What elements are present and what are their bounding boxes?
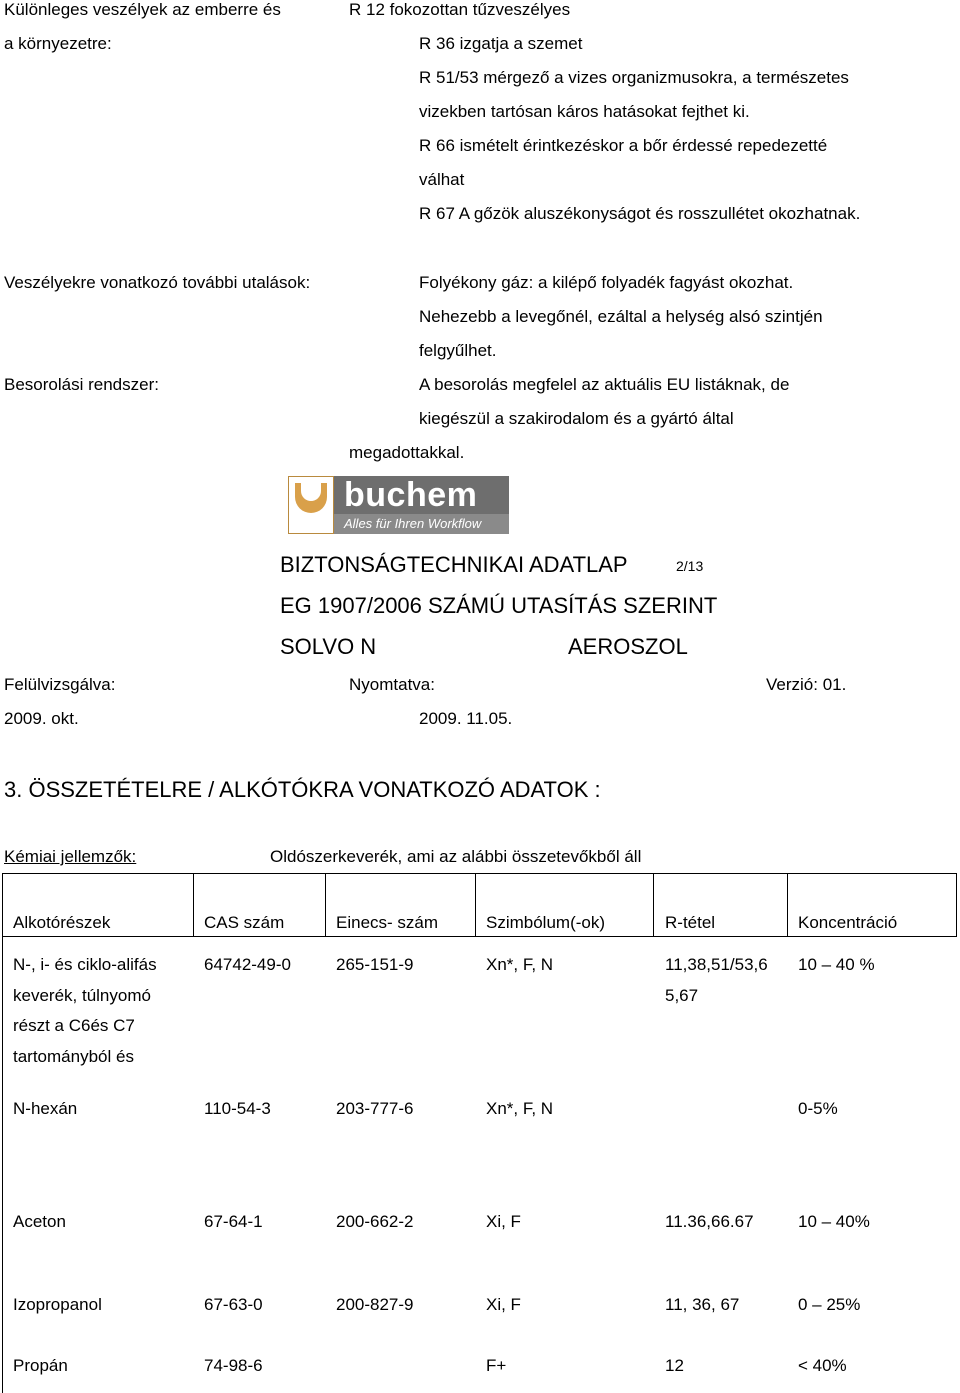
table-cell-conc: 10 – 40 %	[798, 955, 875, 974]
hazards-label-line2: a környezetre:	[4, 34, 112, 53]
table-cell-conc: 0-5%	[798, 1099, 838, 1118]
printed-date: 2009. 11.05.	[419, 709, 513, 728]
hazard-line: R 67 A gőzök aluszékonyságot és rosszullétet okozhatnak.	[419, 204, 861, 223]
table-cell-symbol: Xi, F	[486, 1295, 521, 1314]
table-cell-r: 5,67	[665, 986, 699, 1005]
hazard-line: R 66 ismételt érintkezéskor a bőr érdessé repedezetté	[419, 136, 828, 155]
buchem-logo	[288, 476, 509, 534]
table-cell-r: 11.36,66.67	[665, 1212, 754, 1231]
printed-label: Nyomtatva:	[349, 675, 435, 694]
table-cell-name: N-hexán	[13, 1099, 78, 1118]
hazard-line: R 12 fokozottan tűzveszélyes	[349, 0, 571, 19]
hazards-label-line1: Különleges veszélyek az emberre és	[4, 0, 281, 19]
table-cell-name: Izopropanol	[13, 1295, 102, 1314]
logo-cup-icon	[288, 476, 334, 534]
table-cell-symbol: Xn*, F, N	[486, 955, 554, 974]
table-cell-name: Aceton	[13, 1212, 66, 1231]
table-cell-einecs: 265-151-9	[336, 955, 414, 974]
table-cell-name: tartományból és	[13, 1047, 134, 1066]
column-header: Szimbólum(-ok)	[486, 913, 606, 932]
table-cell-cas: 67-63-0	[204, 1295, 263, 1314]
regulation: EG 1907/2006 SZÁMÚ UTASÍTÁS SZERINT	[280, 593, 718, 618]
document-title: BIZTONSÁGTECHNIKAI ADATLAP	[280, 552, 628, 577]
further-line: Folyékony gáz: a kilépő folyadék fagyást okozhat.	[419, 273, 794, 292]
reviewed-date: 2009. okt.	[4, 709, 79, 728]
column-header: Alkotórészek	[13, 913, 111, 932]
hazard-line: R 51/53 mérgező a vizes organizmusokra, a természetes	[419, 68, 849, 87]
page-number: 2/13	[676, 558, 704, 574]
table-cell-cas: 74-98-6	[204, 1356, 263, 1375]
composition-table	[2, 873, 957, 1393]
table-cell-cas: 64742-49-0	[204, 955, 291, 974]
classification-line: kiegészül a szakirodalom és a gyártó által	[419, 409, 734, 428]
chem-label: Kémiai jellemzők:	[4, 847, 137, 866]
product-type: AEROSZOL	[568, 634, 688, 659]
table-cell-einecs: 200-662-2	[336, 1212, 414, 1231]
table-cell-symbol: Xn*, F, N	[486, 1099, 554, 1118]
column-header: R-tétel	[665, 913, 716, 932]
table-cell-name: Propán	[13, 1356, 68, 1375]
section-title: 3. ÖSSZETÉTELRE / ALKÓTÓKRA VONATKOZÓ ADATOK :	[4, 777, 601, 802]
table-cell-conc: < 40%	[798, 1356, 847, 1375]
table-cell-einecs: 203-777-6	[336, 1099, 414, 1118]
table-cell-cas: 110-54-3	[204, 1099, 271, 1118]
further-line: Nehezebb a levegőnél, ezáltal a helység alsó szintjén	[419, 307, 823, 326]
hazard-line: vizekben tartósan káros hatásokat fejthet ki.	[419, 102, 750, 121]
further-label: Veszélyekre vonatkozó további utalások:	[4, 273, 311, 292]
table-cell-cas: 67-64-1	[204, 1212, 263, 1231]
logo-tagline: Alles für Ihren Workflow	[334, 514, 509, 534]
table-cell-name: N-, i- és ciklo-alifás	[13, 955, 157, 974]
table-cell-conc: 0 – 25%	[798, 1295, 861, 1314]
product-name: SOLVO N	[280, 634, 377, 659]
table-cell-r: 11, 36, 67	[665, 1295, 740, 1314]
table-cell-symbol: Xi, F	[486, 1212, 521, 1231]
hazard-line: R 36 izgatja a szemet	[419, 34, 583, 53]
column-header: CAS szám	[204, 913, 285, 932]
table-cell-symbol: F+	[486, 1356, 507, 1375]
table-cell-conc: 10 – 40%	[798, 1212, 870, 1231]
table-cell-r: 11,38,51/53,6	[665, 955, 768, 974]
table-cell-name: részt a C6és C7	[13, 1016, 135, 1035]
classification-label: Besorolási rendszer:	[4, 375, 159, 394]
column-header: Koncentráció	[798, 913, 898, 932]
column-header: Einecs- szám	[336, 913, 439, 932]
version: Verzió: 01.	[766, 675, 847, 694]
table-cell-name: keverék, túlnyomó	[13, 986, 151, 1005]
classification-line: megadottakkal.	[349, 443, 465, 462]
chem-value: Oldószerkeverék, ami az alábbi összetevőkből áll	[270, 847, 642, 866]
table-cell-einecs: 200-827-9	[336, 1295, 414, 1314]
logo-brand: buchem	[334, 476, 509, 514]
further-line: felgyűlhet.	[419, 341, 497, 360]
reviewed-label: Felülvizsgálva:	[4, 675, 116, 694]
hazard-line: válhat	[419, 170, 465, 189]
table-cell-r: 12	[665, 1356, 684, 1375]
classification-line: A besorolás megfelel az aktuális EU listáknak, de	[419, 375, 790, 394]
